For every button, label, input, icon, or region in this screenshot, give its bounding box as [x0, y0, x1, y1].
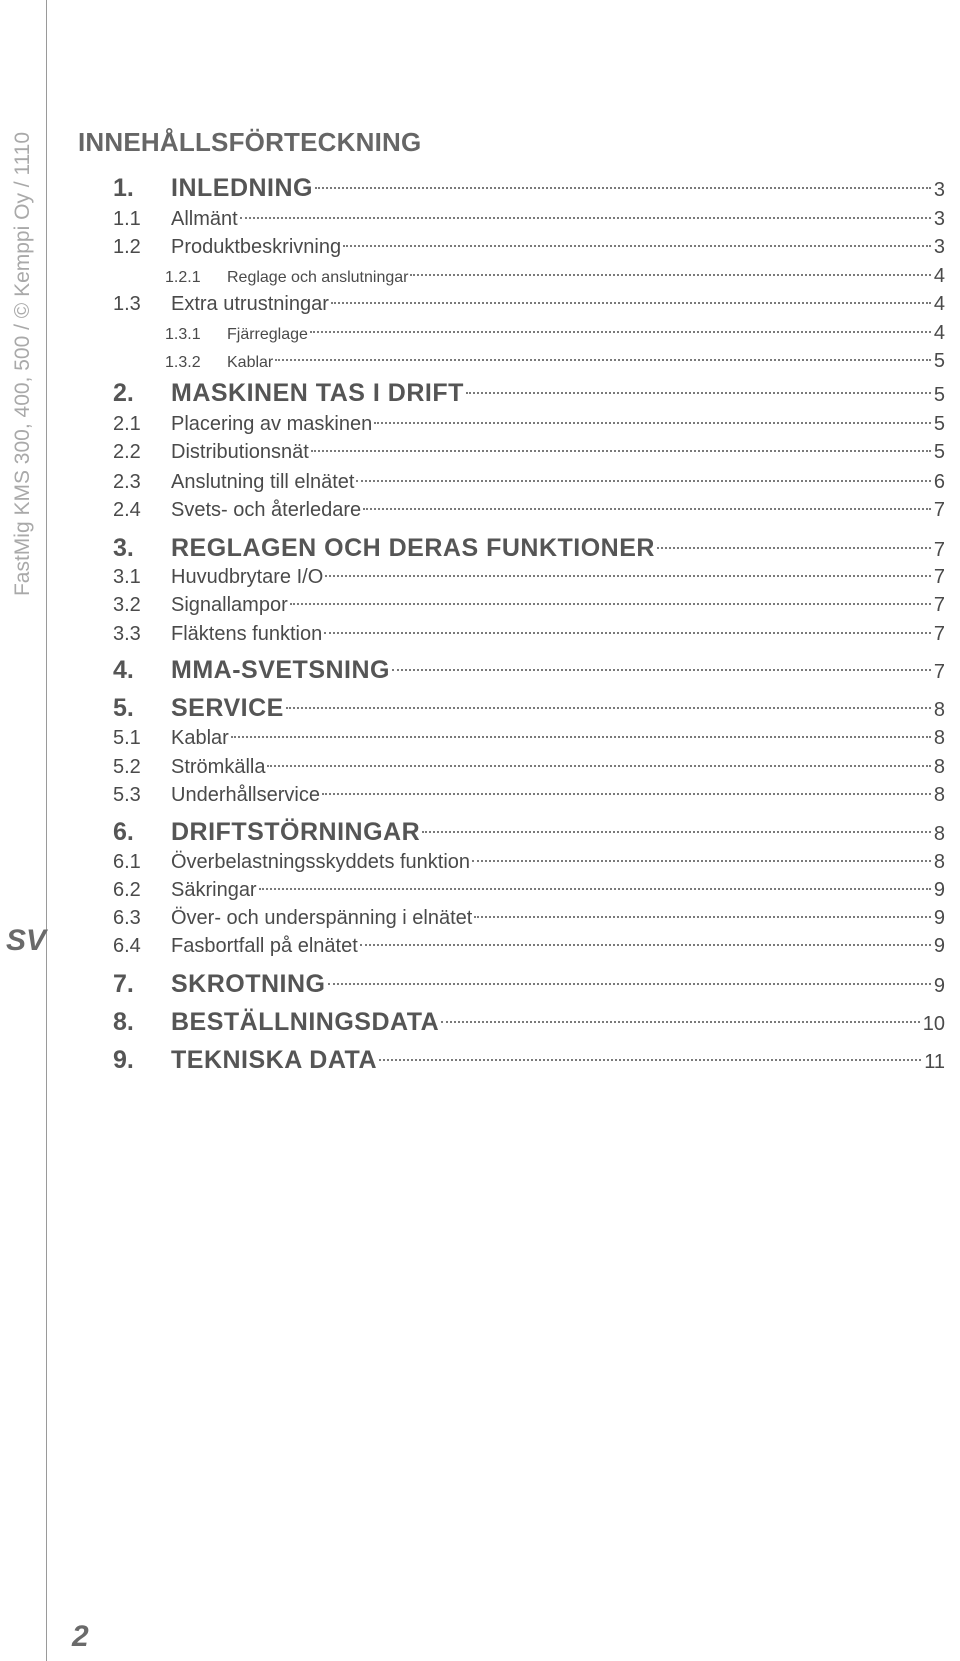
toc-entry-title: Säkringar [171, 879, 257, 901]
toc-entry-page: 7 [933, 594, 945, 616]
toc-entry-number: 1.1 [113, 208, 141, 230]
toc-entry [113, 817, 945, 847]
toc-entry-page: 9 [933, 907, 945, 929]
toc-entry-page: 5 [933, 384, 945, 406]
toc-entry [113, 693, 945, 723]
toc-entry-number: 5.2 [113, 756, 141, 778]
toc-entry-number: 6.3 [113, 907, 141, 929]
toc-entry [113, 289, 945, 319]
toc-entry-number: 3. [113, 534, 134, 562]
toc-entry [113, 495, 945, 525]
toc-entry-number: 2.3 [113, 471, 141, 493]
toc-entry-title: SERVICE [171, 694, 284, 722]
toc-entry-title: Signallampor [171, 594, 288, 616]
toc-entry-page: 8 [933, 756, 945, 778]
toc-dot-leader [343, 245, 931, 247]
toc-entry [113, 437, 945, 467]
toc-entry-title: INLEDNING [171, 174, 313, 202]
toc-entry-page: 3 [933, 208, 945, 230]
toc-entry-title: REGLAGEN OCH DERAS FUNKTIONER [171, 534, 655, 562]
toc-entry-title: Underhållservice [171, 784, 320, 806]
toc-dot-leader [392, 669, 931, 671]
toc-entry-number: 2.2 [113, 441, 141, 463]
toc-entry-page: 7 [933, 661, 945, 683]
toc-entry-number: 2.4 [113, 499, 141, 521]
toc-entry [113, 378, 945, 408]
toc-entry-page: 8 [933, 823, 945, 845]
toc-entry-page: 3 [933, 236, 945, 258]
toc-entry [113, 590, 945, 620]
toc-entry [113, 619, 945, 649]
toc-dot-leader [472, 860, 931, 862]
toc-entry-page: 4 [933, 322, 945, 344]
toc-entry-page: 8 [933, 699, 945, 721]
toc-entry-number: 3.3 [113, 623, 141, 645]
toc-entry-title: Placering av maskinen [171, 413, 373, 435]
toc-entry-title: MMA-SVETSNING [171, 656, 390, 684]
toc-dot-leader [410, 274, 930, 276]
page-number: 2 [72, 1620, 89, 1653]
toc-dot-leader [379, 1059, 921, 1061]
toc-dot-leader [240, 217, 931, 219]
toc-dot-leader [356, 480, 930, 482]
toc-entry-number: 1.2 [113, 236, 141, 258]
toc-entry-number: 6.2 [113, 879, 141, 901]
toc-entry-title: BESTÄLLNINGSDATA [171, 1008, 440, 1036]
toc-entry-number: 1.2.1 [165, 269, 201, 286]
toc-entry-number: 2.1 [113, 413, 141, 435]
toc-entry [113, 533, 945, 563]
toc-entry-title: DRIFTSTÖRNINGAR [171, 818, 421, 846]
toc-dot-leader [374, 422, 931, 424]
toc-entry [113, 931, 945, 961]
toc-entry-page: 8 [933, 784, 945, 806]
toc-dot-leader [311, 450, 931, 452]
toc-entry [113, 232, 945, 262]
toc-dot-leader [363, 508, 931, 510]
toc-entry [113, 261, 945, 291]
toc-entry-title: Produktbeskrivning [171, 236, 342, 258]
toc-entry [113, 847, 945, 877]
toc-dot-leader [275, 359, 931, 361]
toc-entry-number: 6.4 [113, 935, 141, 957]
page-title: INNEHÅLLSFÖRTECKNING [78, 127, 422, 157]
toc-entry-number: 2. [113, 379, 134, 407]
toc-entry [113, 409, 945, 439]
toc-entry-number: 1.3.1 [165, 326, 201, 343]
toc-entry-page: 8 [933, 727, 945, 749]
toc-dot-leader [322, 793, 931, 795]
toc-entry-page: 7 [933, 499, 945, 521]
toc-entry-title: Extra utrustningar [171, 293, 329, 315]
toc-dot-leader [231, 736, 931, 738]
toc-dot-leader [324, 632, 931, 634]
toc-entry-title: TEKNISKA DATA [171, 1046, 378, 1074]
toc-entry-title: MASKINEN TAS I DRIFT [171, 379, 464, 407]
toc-entry-page: 6 [933, 471, 945, 493]
toc-entry-number: 1. [113, 174, 134, 202]
toc-dot-leader [315, 187, 931, 189]
toc-entry-number: 9. [113, 1046, 134, 1074]
toc-entry [113, 1045, 945, 1075]
toc-entry-number: 3.1 [113, 566, 141, 588]
toc-entry-title: Strömkälla [171, 756, 266, 778]
toc-dot-leader [360, 944, 931, 946]
sidebar-document-info: FastMig KMS 300, 400, 500 / © Kemppi Oy / 1110 [11, 131, 34, 597]
toc-dot-leader [259, 888, 931, 890]
toc-entry [113, 1007, 945, 1037]
toc-dot-leader [286, 707, 931, 709]
toc-entry-number: 5.3 [113, 784, 141, 806]
toc-entry-page: 9 [933, 935, 945, 957]
toc-dot-leader [267, 765, 930, 767]
toc-entry-page: 7 [933, 566, 945, 588]
toc-entry [113, 173, 945, 203]
toc-entry-page: 9 [933, 975, 945, 997]
toc-entry-page: 5 [933, 413, 945, 435]
toc-entry [113, 903, 945, 933]
toc-entry-number: 7. [113, 970, 134, 998]
toc-entry-title: Kablar [227, 354, 274, 371]
toc-entry [113, 346, 945, 376]
toc-entry-page: 7 [933, 623, 945, 645]
toc-entry-title: Distributionsnät [171, 441, 309, 463]
toc-entry [113, 655, 945, 685]
toc-entry-title: Huvudbrytare I/O [171, 566, 324, 588]
toc-entry-number: 6.1 [113, 851, 141, 873]
toc-dot-leader [474, 916, 931, 918]
toc-entry [113, 562, 945, 592]
toc-entry-number: 6. [113, 818, 134, 846]
toc-entry [113, 723, 945, 753]
toc-entry-title: Anslutning till elnätet [171, 471, 355, 493]
toc-dot-leader [290, 603, 931, 605]
toc-entry-title: Fasbortfall på elnätet [171, 935, 358, 957]
toc-entry-title: Över- och underspänning i elnätet [171, 907, 473, 929]
toc-entry-number: 1.3 [113, 293, 141, 315]
toc-entry-page: 5 [933, 350, 945, 372]
toc-entry-page: 4 [933, 265, 945, 287]
toc-entry-number: 1.3.2 [165, 354, 201, 371]
toc-dot-leader [331, 302, 931, 304]
toc-entry-title: Fjärreglage [227, 326, 308, 343]
toc-entry [113, 780, 945, 810]
toc-entry-number: 4. [113, 656, 134, 684]
toc-entry-page: 9 [933, 879, 945, 901]
toc-dot-leader [441, 1021, 920, 1023]
toc-dot-leader [325, 575, 931, 577]
toc-entry-number: 5.1 [113, 727, 141, 749]
toc-dot-leader [657, 547, 931, 549]
toc-entry-title: Fläktens funktion [171, 623, 323, 645]
toc-entry-page: 8 [933, 851, 945, 873]
toc-entry [113, 752, 945, 782]
toc-dot-leader [422, 831, 931, 833]
toc-entry-number: 3.2 [113, 594, 141, 616]
toc-entry [113, 318, 945, 348]
language-label: SV [6, 924, 47, 957]
toc-entry-page: 5 [933, 441, 945, 463]
toc-entry-title: Överbelastningsskyddets funktion [171, 851, 471, 873]
toc-entry-page: 11 [924, 1051, 945, 1073]
toc-entry [113, 467, 945, 497]
toc-entry-page: 3 [933, 179, 945, 201]
toc-entry-page: 7 [933, 539, 945, 561]
toc-entry-page: 10 [922, 1013, 945, 1035]
toc-entry-number: 8. [113, 1008, 134, 1036]
toc-entry [113, 875, 945, 905]
toc-dot-leader [328, 983, 931, 985]
toc-entry-title: Svets- och återledare [171, 499, 362, 521]
toc-entry [113, 204, 945, 234]
toc-dot-leader [466, 392, 931, 394]
toc-entry-title: Allmänt [171, 208, 238, 230]
toc-entry-page: 4 [933, 293, 945, 315]
toc-entry-title: Reglage och anslutningar [227, 269, 409, 286]
toc-dot-leader [310, 331, 931, 333]
toc-entry-title: Kablar [171, 727, 229, 749]
toc-entry-number: 5. [113, 694, 134, 722]
toc-entry [113, 969, 945, 999]
toc-entry-title: SKROTNING [171, 970, 326, 998]
